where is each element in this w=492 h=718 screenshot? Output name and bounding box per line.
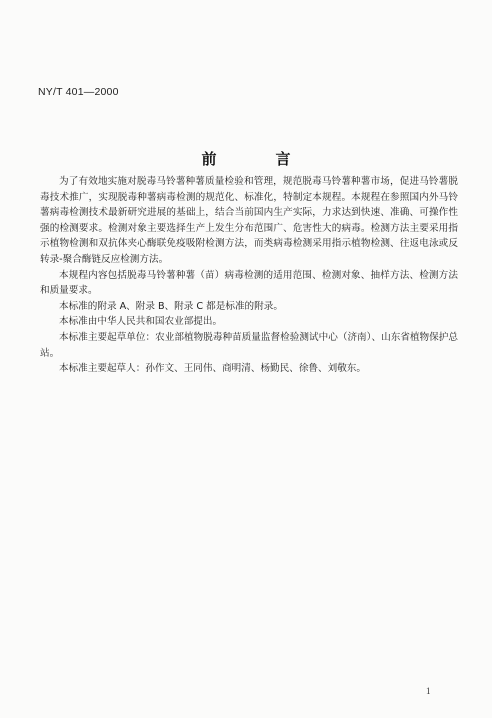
foreword-body [40, 174, 458, 377]
paragraph-purpose: 为了有效地实施对脱毒马铃薯种薯质量检验和管理，规范脱毒马铃薯种薯市场，促进马铃薯脱毒技术推广，实现脱毒种薯病毒检测的规范化、标准化，特制定本规程。本规程在参照国内外马铃薯病毒检测技术最新研究进展的基础上，结合当前国内生产实际，力求达到快速、准确、可操作性强的检测要求。检测对象主要选择生产上发生分布范围广、危害性大的病毒。检测方法主要采用指示植物检测和双抗体夹心酶联免疫吸附检测方法，而类病毒检测采用指示植物检测、往返电泳或反转录-聚合酶链反应检测方法。 [40, 176, 458, 265]
paragraph-proposer: 本标准由中华人民共和国农业部提出。 [59, 316, 223, 328]
paragraph-appendix: 本标准的附录 A、附录 B、附录 C 都是标准的附录。 [59, 300, 283, 312]
page-number: 1 [426, 686, 431, 696]
page-title: 前 言 [201, 150, 313, 168]
paragraph-drafting-unit: 本标准主要起草单位：农业部植物脱毒种苗质量监督检验测试中心（济南）、山东省植物保护总站。 [40, 331, 458, 359]
standard-code: NY/T 401—2000 [38, 86, 119, 98]
paragraph-drafters: 本标准主要起草人：孙作文、王同伟、商明清、杨勤民、徐鲁、刘敬东。 [59, 363, 366, 375]
paragraph-scope: 本规程内容包括脱毒马铃薯种薯（苗）病毒检测的适用范围、检测对象、抽样方法、检测方法和质量要求。 [40, 269, 458, 297]
